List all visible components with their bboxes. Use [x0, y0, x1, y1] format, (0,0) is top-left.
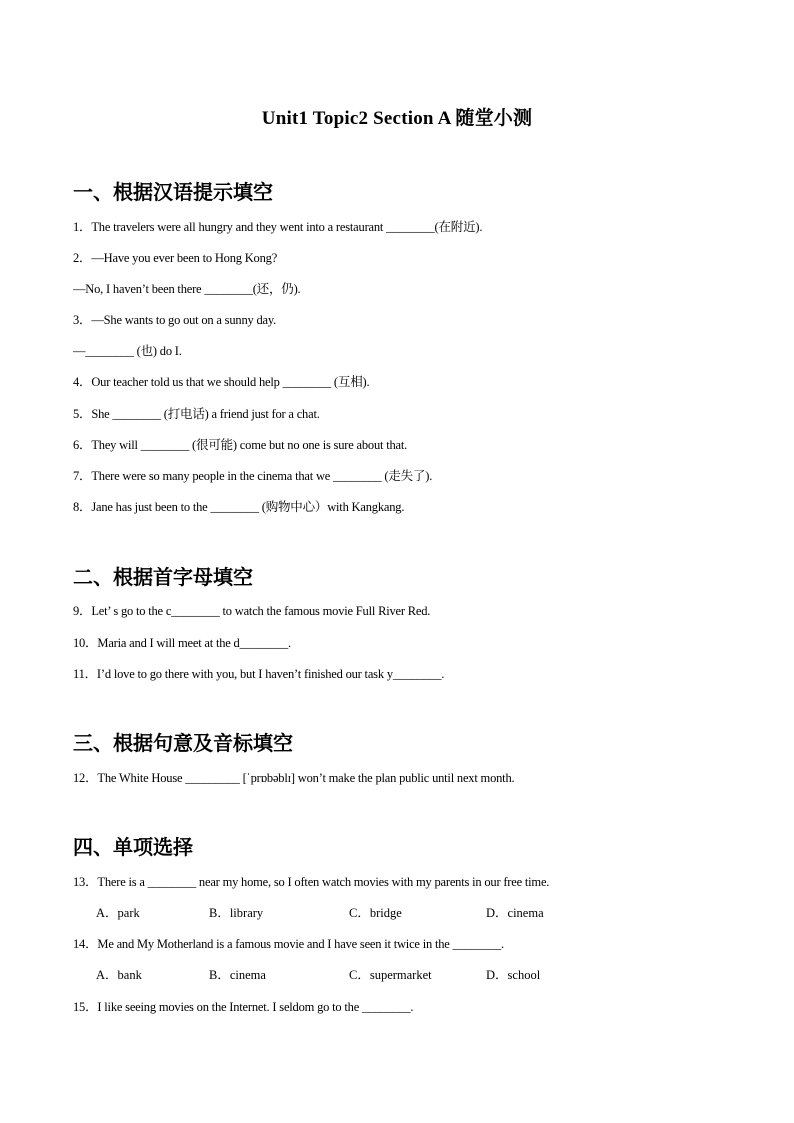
answer-line: —No, I haven’t been there ________(还，仍).	[73, 282, 301, 296]
question-line: 12．The White House _________ [ˈprɒbəblɪ] won’t make the plan public until next month.	[73, 771, 515, 785]
question-line: 8．Jane has just been to the ________ (购物中心）with Kangkang.	[73, 500, 405, 514]
question-line: 2．—Have you ever been to Hong Kong?	[73, 251, 278, 265]
option-a: A．park	[96, 906, 140, 920]
page-title: Unit1 Topic2 Section A 随堂小测	[261, 108, 533, 129]
answer-line: —________ (也) do I.	[73, 344, 182, 358]
question-line: 11．I’d love to go there with you, but I haven’t finished our task y________.	[73, 667, 445, 681]
section-heading-1: 一、根据汉语提示填空	[73, 180, 273, 204]
option-c: C．bridge	[349, 906, 402, 920]
option-d: D．cinema	[486, 906, 544, 920]
question-line: 3．—She wants to go out on a sunny day.	[73, 313, 277, 327]
option-c: C．supermarket	[349, 968, 432, 982]
question-line: 1．The travelers were all hungry and they went into a restaurant ________(在附近).	[73, 220, 483, 234]
section-heading-4: 四、单项选择	[73, 835, 193, 859]
section-heading-3: 三、根据句意及音标填空	[73, 731, 293, 755]
option-b: B．cinema	[209, 968, 266, 982]
option-a: A．bank	[96, 968, 142, 982]
option-d: D．school	[486, 968, 541, 982]
question-stem: 15．I like seeing movies on the Internet. I seldom go to the ________.	[73, 1000, 414, 1014]
question-line: 7．There were so many people in the cinema that we ________ (走失了).	[73, 469, 433, 483]
question-line: 10．Maria and I will meet at the d________.	[73, 636, 291, 650]
question-stem: 14．Me and My Motherland is a famous movie and I have seen it twice in the ________.	[73, 937, 504, 951]
option-b: B．library	[209, 906, 264, 920]
question-line: 5．She ________ (打电话) a friend just for a chat.	[73, 407, 320, 421]
question-stem: 13．There is a ________ near my home, so I often watch movies with my parents in our free time.	[73, 875, 550, 889]
question-line: 6．They will ________ (很可能) come but no one is sure about that.	[73, 438, 408, 452]
question-line: 4．Our teacher told us that we should help ________ (互相).	[73, 375, 370, 389]
question-line: 9．Let’ s go to the c________ to watch the famous movie Full River Red.	[73, 604, 431, 618]
section-heading-2: 二、根据首字母填空	[73, 565, 253, 589]
